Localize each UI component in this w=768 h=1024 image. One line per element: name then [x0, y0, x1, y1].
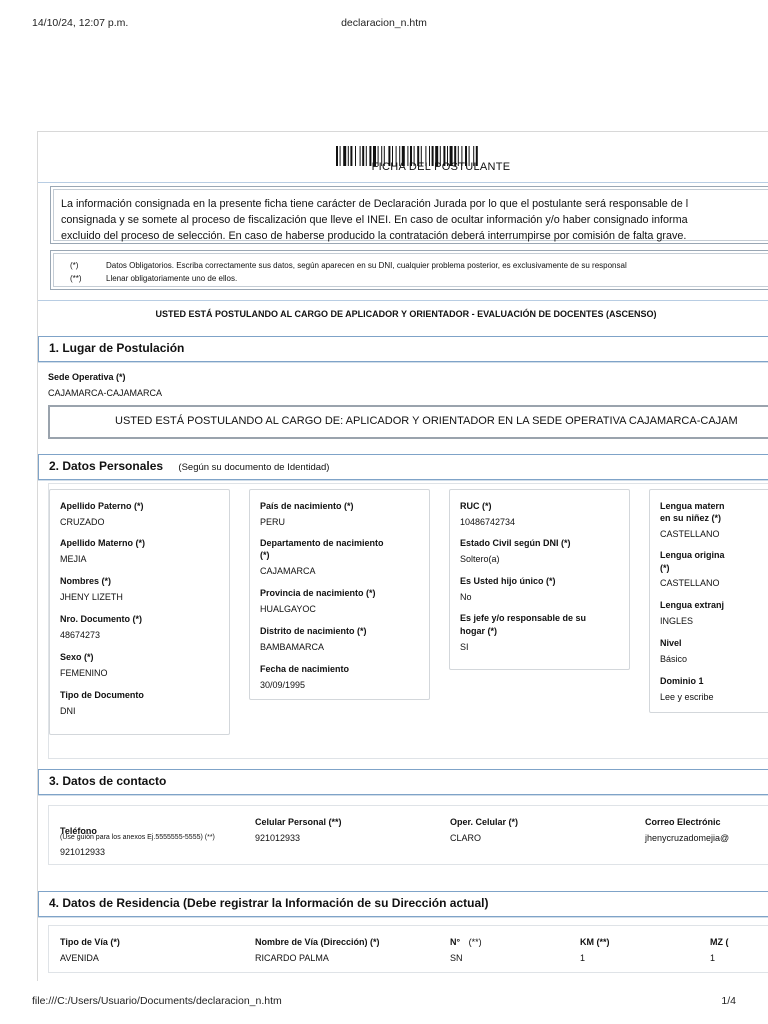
field-label: Nro. Documento (*) [60, 614, 142, 624]
operador-value: CLARO [450, 833, 482, 843]
numero-label-text: N° [450, 937, 461, 947]
personal-card-identity [49, 489, 230, 735]
field-value: Lee y escribe [660, 692, 714, 702]
field-label: Lengua origina [660, 550, 725, 560]
correo-label: Correo Electrónic [645, 817, 721, 827]
field-label: Distrito de nacimiento (*) [260, 626, 367, 636]
field-value: 30/09/1995 [260, 680, 306, 690]
field-label: Nivel [660, 638, 682, 648]
field-value: BAMBAMARCA [260, 642, 325, 652]
section-title: 4. Datos de Residencia (Debe registrar la Información de su Dirección actual) [49, 896, 489, 910]
field-value: CRUZADO [60, 517, 105, 527]
numero-value: SN [450, 953, 463, 963]
telefono-value: 921012933 [60, 847, 106, 857]
field-value: CASTELLANO [660, 578, 720, 588]
field-value: Básico [660, 654, 688, 664]
celular-value: 921012933 [255, 833, 301, 843]
section-subtitle: (Según su documento de Identidad) [178, 462, 330, 473]
print-header [32, 17, 736, 31]
field-value: DNI [60, 706, 76, 716]
field-label: Dominio 1 [660, 676, 704, 686]
field-label: Lengua matern [660, 501, 725, 511]
section-title: 3. Datos de contacto [49, 774, 167, 788]
field-value: Soltero(a) [460, 554, 500, 564]
field-value: 48674273 [60, 630, 101, 640]
legend-row [70, 259, 768, 272]
post-title [38, 309, 768, 319]
field-label: Lengua extranj [660, 600, 725, 610]
sede-label: Sede Operativa (*) [48, 372, 126, 382]
field-value: INGLES [660, 616, 694, 626]
telefono-hint: (Use guión para los anexos Ej.5555555-5555) (**) [60, 834, 215, 841]
telefono-label: Teléfono [60, 826, 97, 836]
field-label: Nombres (*) [60, 576, 112, 586]
tipo-via-label: Tipo de Vía (*) [60, 937, 120, 947]
print-page-number: 1/4 [721, 995, 736, 1007]
form-sheet [37, 131, 768, 981]
km-value: 1 [580, 953, 586, 963]
correo-value: jhenycruzadomejia@ [645, 833, 730, 843]
legend-text: Datos Obligatorios. Escriba correctamente sus datos, según aparecen en su DNI, cualquier problema posterior, es exclusivamente de su responsal [106, 261, 627, 270]
legend-text: Llenar obligatoriamente uno de ellos. [106, 274, 238, 283]
field-value: SI [460, 642, 469, 652]
field-label: Fecha de nacimiento [260, 664, 350, 674]
notice-line: consignada y se somete al proceso de fiscalización que lleve el INEI. En caso de ocultar información y/o haber consignado informa [61, 214, 688, 226]
field-label: Departamento de nacimiento [260, 538, 384, 548]
print-doc-title: declaracion_n.htm [341, 17, 427, 29]
field-label: Sexo (*) [60, 652, 94, 662]
field-label: Apellido Materno (*) [60, 538, 145, 548]
celular-label: Celular Personal (**) [255, 817, 342, 827]
personal-card-civil [449, 489, 630, 670]
field-value: JHENY LIZETH [60, 592, 123, 602]
km-label: KM (**) [580, 937, 610, 947]
field-label: RUC (*) [460, 501, 492, 511]
field-value: No [460, 592, 472, 602]
field-value: 10486742734 [460, 517, 516, 527]
field-value: MEJIA [60, 554, 87, 564]
residence-panel [48, 925, 768, 973]
notice-line: excluido del proceso de selección. En caso de haberse producido la contratación deberá interrumpirse por comisión de falta grave. [61, 230, 687, 242]
personal-card-language [649, 489, 768, 713]
section-datos-residencia-header [38, 891, 768, 917]
field-label: (*) [660, 563, 670, 573]
field-label: Es Usted hijo único (*) [460, 576, 556, 586]
nombre-via-label: Nombre de Vía (Dirección) (*) [255, 937, 380, 947]
post-title-text: USTED ESTÁ POSTULANDO AL CARGO DE APLICADOR Y ORIENTADOR - EVALUACIÓN DE DOCENTES (ASCENSO) [155, 309, 657, 319]
field-label: Es jefe y/o responsable de su [460, 613, 587, 623]
field-label: Estado Civil según DNI (*) [460, 538, 571, 548]
section-title: 2. Datos Personales [49, 459, 164, 473]
section-title: 1. Lugar de Postulación [49, 341, 185, 355]
section-lugar-postulacion-header [38, 336, 768, 362]
nombre-via-value: RICARDO PALMA [255, 953, 329, 963]
numero-label [450, 936, 482, 948]
print-file-path: file:///C:/Users/Usuario/Documents/declaracion_n.htm [32, 995, 282, 1007]
notice-box [50, 186, 768, 244]
field-label: Tipo de Documento [60, 690, 144, 700]
section-datos-contacto-header [38, 769, 768, 795]
numero-label-extra: (**) [468, 937, 482, 947]
operador-label: Oper. Celular (*) [450, 817, 519, 827]
personal-card-birth [249, 489, 430, 700]
legend-mark: (*) [70, 261, 79, 270]
form-title: FICHA DEL POSTULANTE [371, 161, 511, 173]
divider [38, 182, 768, 183]
field-value: HUALGAYOC [260, 604, 316, 614]
field-value: FEMENINO [60, 668, 108, 678]
field-value: PERU [260, 517, 286, 527]
contact-panel [48, 805, 768, 865]
divider [38, 300, 768, 301]
print-datetime: 14/10/24, 12:07 p.m. [32, 17, 129, 29]
sede-message: USTED ESTÁ POSTULANDO AL CARGO DE: APLICADOR Y ORIENTADOR EN LA SEDE OPERATIVA CAJAMARCA-CAJAM [115, 415, 738, 427]
mz-value: 1 [710, 953, 716, 963]
legend-row [70, 272, 768, 285]
notice-text [53, 189, 768, 241]
sede-message-box [48, 405, 768, 439]
field-label: hogar (*) [460, 626, 497, 636]
mz-label: MZ ( [710, 937, 729, 947]
field-label: Apellido Paterno (*) [60, 501, 144, 511]
section-datos-personales-header [38, 454, 768, 480]
print-footer [32, 995, 736, 1009]
notice-line: La información consignada en la presente ficha tiene carácter de Declaración Jurada por lo que el postulante será responsable de l [61, 198, 689, 210]
legend-box [50, 250, 768, 290]
field-label: País de nacimiento (*) [260, 501, 354, 511]
sede-value: CAJAMARCA-CAJAMARCA [48, 388, 163, 398]
field-label: (*) [260, 550, 270, 560]
field-label: Provincia de nacimiento (*) [260, 588, 376, 598]
field-label: en su niñez (*) [660, 513, 722, 523]
field-value: CASTELLANO [660, 529, 720, 539]
legend-mark: (**) [70, 274, 82, 283]
field-value: CAJAMARCA [260, 566, 316, 576]
legend [53, 253, 768, 287]
tipo-via-value: AVENIDA [60, 953, 99, 963]
